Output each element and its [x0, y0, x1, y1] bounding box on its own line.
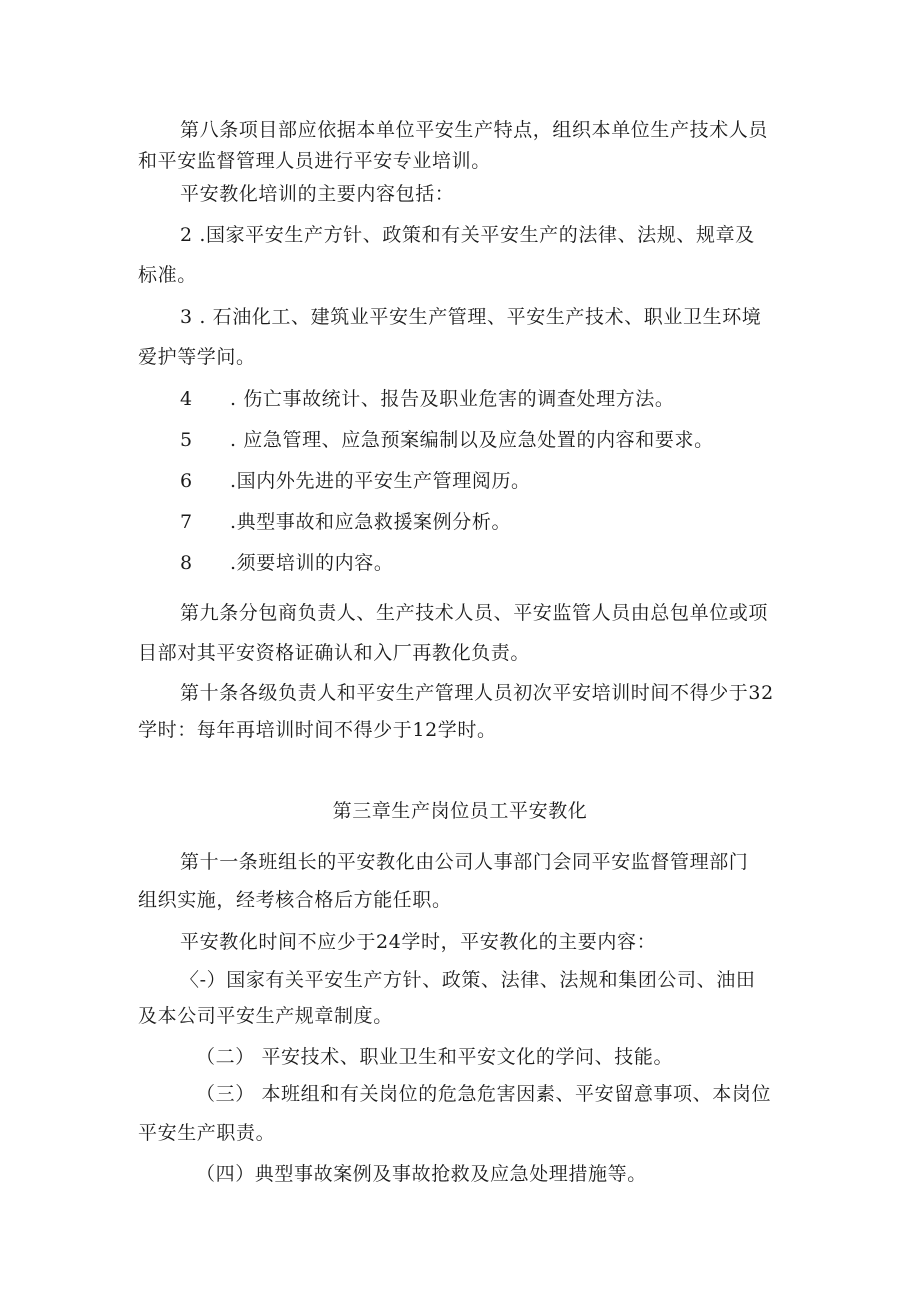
sub-item-2: （二） 平安技术、职业卫生和平安文化的学问、技能。	[196, 1046, 674, 1068]
training-time-line: 平安教化时间不应少于24学时，平安教化的主要内容：	[180, 931, 657, 953]
item-number: 7	[180, 511, 193, 533]
item-number: 8	[180, 552, 193, 574]
sub-item-1-line-1: 〈-）国家有关平安生产方针、政策、法律、法规和集团公司、油田	[180, 969, 756, 991]
article-8-line-2: 和平安监督管理人员进行平安专业培训。	[138, 150, 491, 172]
item-text: .国内外先进的平安生产管理阅历。	[230, 470, 531, 492]
article-10-line-2: 学时：每年再培训时间不得少于12学时。	[138, 719, 497, 741]
item-2-line-2: 标准。	[138, 264, 197, 286]
article-9-line-1: 第九条分包商负责人、生产技术人员、平安监管人员由总包单位或项	[180, 602, 769, 624]
sub-item-1-line-2: 及本公司平安生产规章制度。	[138, 1005, 393, 1027]
article-9-line-2: 目部对其平安资格证确认和入厂再教化负责。	[138, 642, 531, 664]
item-number: 4	[180, 388, 193, 410]
chapter-3-heading: 第三章生产岗位员工平安教化	[332, 800, 588, 822]
item-3-line-1: 3 . 石油化工、建筑业平安生产管理、平安生产技术、职业卫生环境	[180, 306, 762, 328]
item-text: .典型事故和应急救援案例分析。	[230, 511, 512, 533]
item-2-line-1: 2 .国家平安生产方针、政策和有关平安生产的法律、法规、规章及	[180, 224, 755, 246]
sub-item-3-line-2: 平安生产职责。	[138, 1122, 276, 1144]
sub-item-4: （四）典型事故案例及事故抢救及应急处理措施等。	[196, 1163, 647, 1185]
item-number: 5	[180, 429, 193, 451]
item-text: .须要培训的内容。	[230, 552, 394, 574]
article-11-line-1: 第十一条班组长的平安教化由公司人事部门会同平安监督管理部门	[180, 851, 749, 873]
item-number: 6	[180, 470, 193, 492]
article-10-line-1: 第十条各级负责人和平安生产管理人员初次平安培训时间不得少于32	[180, 682, 774, 704]
item-text: . 伤亡事故统计、报告及职业危害的调查处理方法。	[230, 388, 675, 410]
item-text: . 应急管理、应急预案编制以及应急处置的内容和要求。	[230, 429, 714, 451]
training-content-intro: 平安教化培训的主要内容包括：	[180, 183, 455, 205]
article-8-line-1: 第八条项目部应依据本单位平安生产特点，组织本单位生产技术人员	[180, 119, 769, 141]
article-11-line-2: 组织实施，经考核合格后方能任职。	[138, 889, 452, 911]
item-3-line-2: 爱护等学问。	[138, 346, 256, 368]
sub-item-3-line-1: （三） 本班组和有关岗位的危急危害因素、平安留意事项、本岗位	[196, 1083, 772, 1105]
